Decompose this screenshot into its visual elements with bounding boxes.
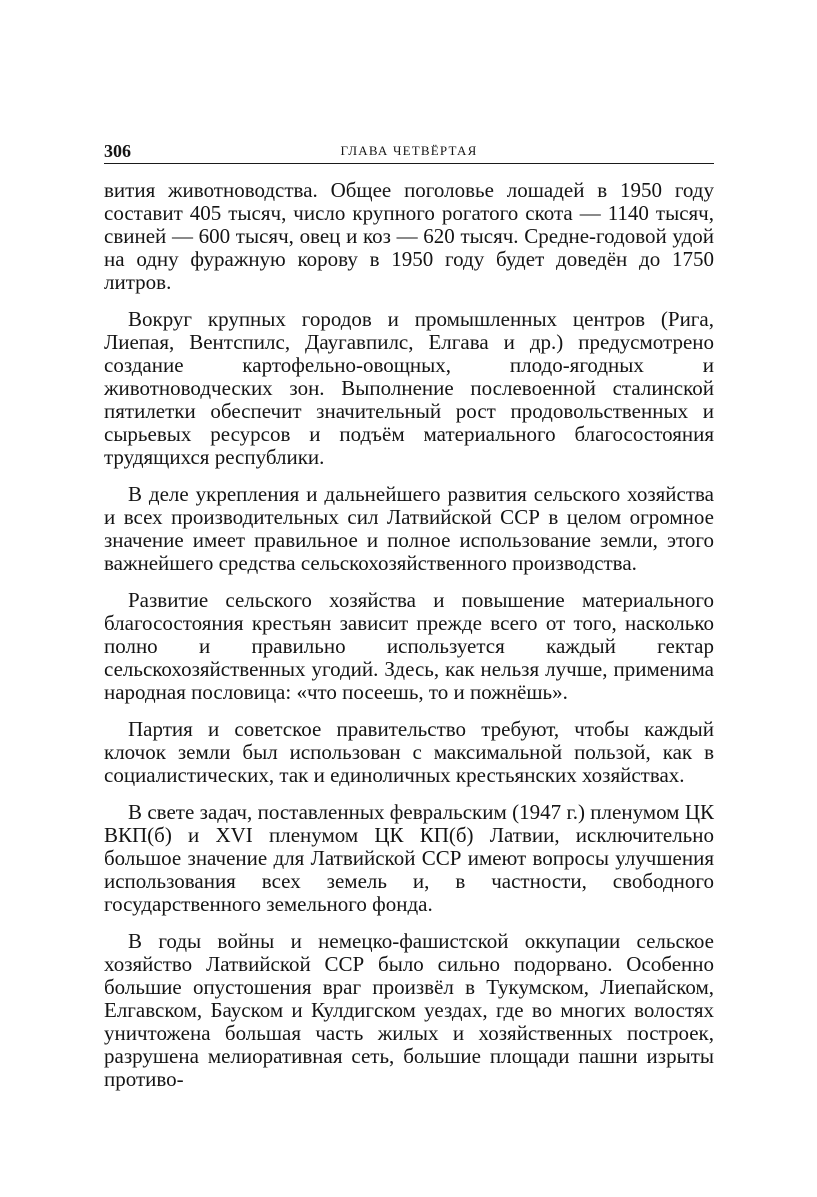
page-header — [104, 141, 714, 164]
paragraph-continuation: вития животноводства. Общее поголовье лошадей в 1950 году составит 405 тысяч, число крупного рогатого скота — 1140 тысяч, свиней — 600 тысяч, овец и коз — 620 тысяч. Средне-годовой удой на одну фуражную корову в 1950 году будет доведён до 1750 литров. — [104, 178, 714, 294]
page-number: 306 — [104, 141, 131, 161]
paragraph: Вокруг крупных городов и промышленных центров (Рига, Лиепая, Вентспилс, Даугавпилс, Елгава и др.) предусмотрено создание картофельно-овощных, плодо-ягодных и животноводческих зон. Выполнение послевоенной сталинской пятилетки обеспечит значительный рост продовольственных и сырьевых ресурсов и подъём материального благосостояния трудящихся республики. — [104, 307, 714, 469]
running-title: ГЛАВА ЧЕТВЁРТАЯ — [340, 143, 478, 158]
paragraph: В деле укрепления и дальнейшего развития сельского хозяйства и всех производительных сил Латвийской ССР в целом огромное значение имеет правильное и полное использование земли, этого важнейшего средства сельскохозяйственного производства. — [104, 482, 714, 575]
paragraph: Развитие сельского хозяйства и повышение материального благосостояния крестьян зависит прежде всего от того, насколько полно и правильно используется каждый гектар сельскохозяйственных угодий. Здесь, как нельзя лучше, применима народная пословица: «что посеешь, то и пожнёшь». — [104, 588, 714, 704]
paragraph: Партия и советское правительство требуют, чтобы каждый клочок земли был использован с максимальной пользой, как в социалистических, так и единоличных крестьянских хозяйствах. — [104, 717, 714, 787]
paragraph: В годы войны и немецко-фашистской оккупации сельское хозяйство Латвийской ССР было сильно подорвано. Особенно большие опустошения враг произвёл в Тукумском, Лиепайском, Елгавском, Бауском и Кулдигском уездах, где во многих волостях уничтожена большая часть жилых и хозяйственных построек, разрушена мелиоративная сеть, большие площади пашни изрыты противо- — [104, 929, 714, 1091]
body-text — [104, 179, 714, 1105]
paragraph: В свете задач, поставленных февральским (1947 г.) пленумом ЦК ВКП(б) и XVI пленумом ЦК КП(б) Латвии, исключительно большое значение для Латвийской ССР имеют вопросы улучшения использования всех земель и, в частности, свободного государственного земельного фонда. — [104, 800, 714, 916]
